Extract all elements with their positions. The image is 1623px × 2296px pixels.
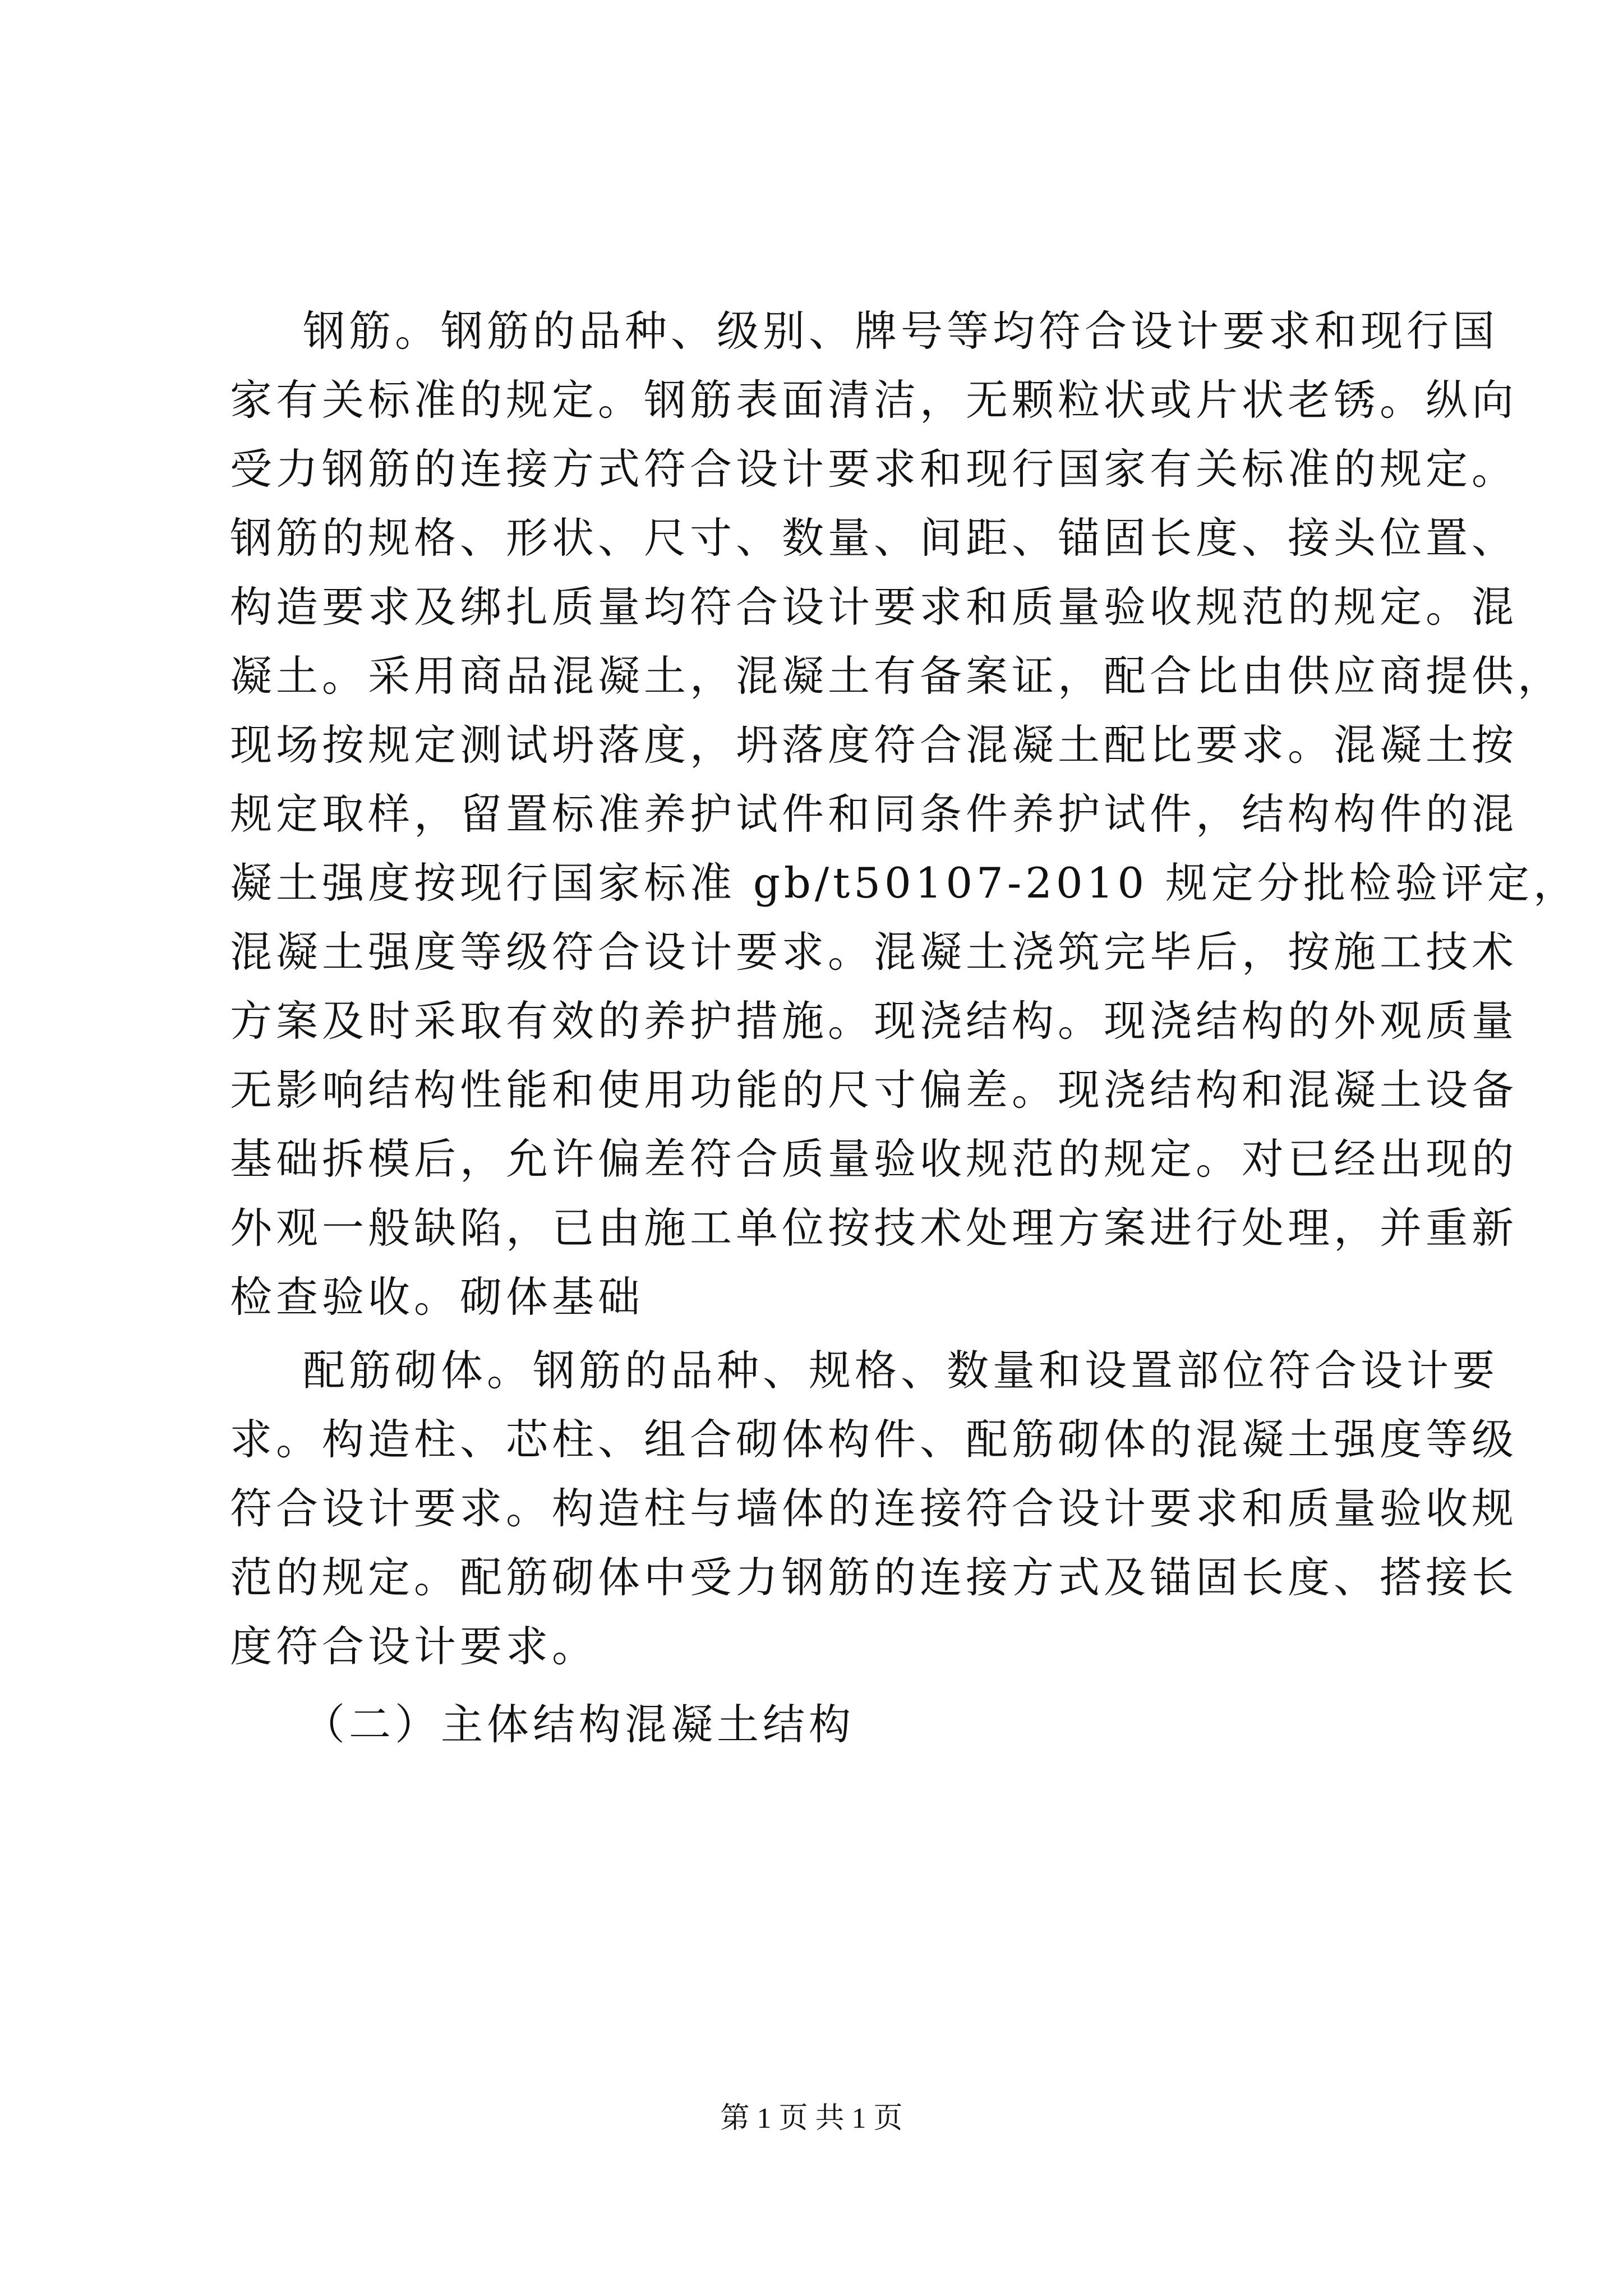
text-line: 无影响结构性能和使用功能的尺寸偏差。现浇结构和混凝土设备	[230, 1065, 1518, 1115]
text-line: 受力钢筋的连接方式符合设计要求和现行国家有关标准的规定。	[230, 444, 1518, 494]
text-line: 家有关标准的规定。钢筋表面清洁，无颗粒状或片状老锈。纵向	[230, 375, 1518, 425]
section-heading: （二）主体结构混凝土结构	[303, 1700, 855, 1749]
text-line: 钢筋的规格、形状、尺寸、数量、间距、锚固长度、接头位置、	[230, 513, 1518, 563]
text-line: 钢筋。钢筋的品种、级别、牌号等均符合设计要求和现行国	[303, 306, 1499, 356]
text-line: 构造要求及绑扎质量均符合设计要求和质量验收规范的规定。混	[230, 582, 1518, 632]
text-line: 方案及时采取有效的养护措施。现浇结构。现浇结构的外观质量	[230, 996, 1518, 1046]
text-line: 外观一般缺陷，已由施工单位按技术处理方案进行处理，并重新	[230, 1203, 1518, 1253]
text-line: 配筋砌体。钢筋的品种、规格、数量和设置部位符合设计要	[303, 1346, 1499, 1395]
page-footer: 第 1 页 共 1 页	[720, 2102, 903, 2134]
text-line: 现场按规定测试坍落度，坍落度符合混凝土配比要求。混凝土按	[230, 720, 1518, 770]
text-line: 检查验收。砌体基础	[230, 1272, 644, 1322]
text-line: 凝土强度按现行国家标准 gb/t50107-2010 规定分批检验评定，	[230, 858, 1579, 908]
text-line: 范的规定。配筋砌体中受力钢筋的连接方式及锚固长度、搭接长	[230, 1553, 1518, 1602]
text-line: 凝土。采用商品混凝土，混凝土有备案证，配合比由供应商提供，	[230, 651, 1564, 701]
text-line: 规定取样，留置标准养护试件和同条件养护试件，结构构件的混	[230, 789, 1518, 839]
text-line: 求。构造柱、芯柱、组合砌体构件、配筋砌体的混凝土强度等级	[230, 1415, 1518, 1464]
text-line: 混凝土强度等级符合设计要求。混凝土浇筑完毕后，按施工技术	[230, 927, 1518, 977]
text-line: 度符合设计要求。	[230, 1622, 598, 1671]
text-line: 基础拆模后，允许偏差符合质量验收规范的规定。对已经出现的	[230, 1134, 1518, 1184]
text-line: 符合设计要求。构造柱与墙体的连接符合设计要求和质量验收规	[230, 1484, 1518, 1533]
